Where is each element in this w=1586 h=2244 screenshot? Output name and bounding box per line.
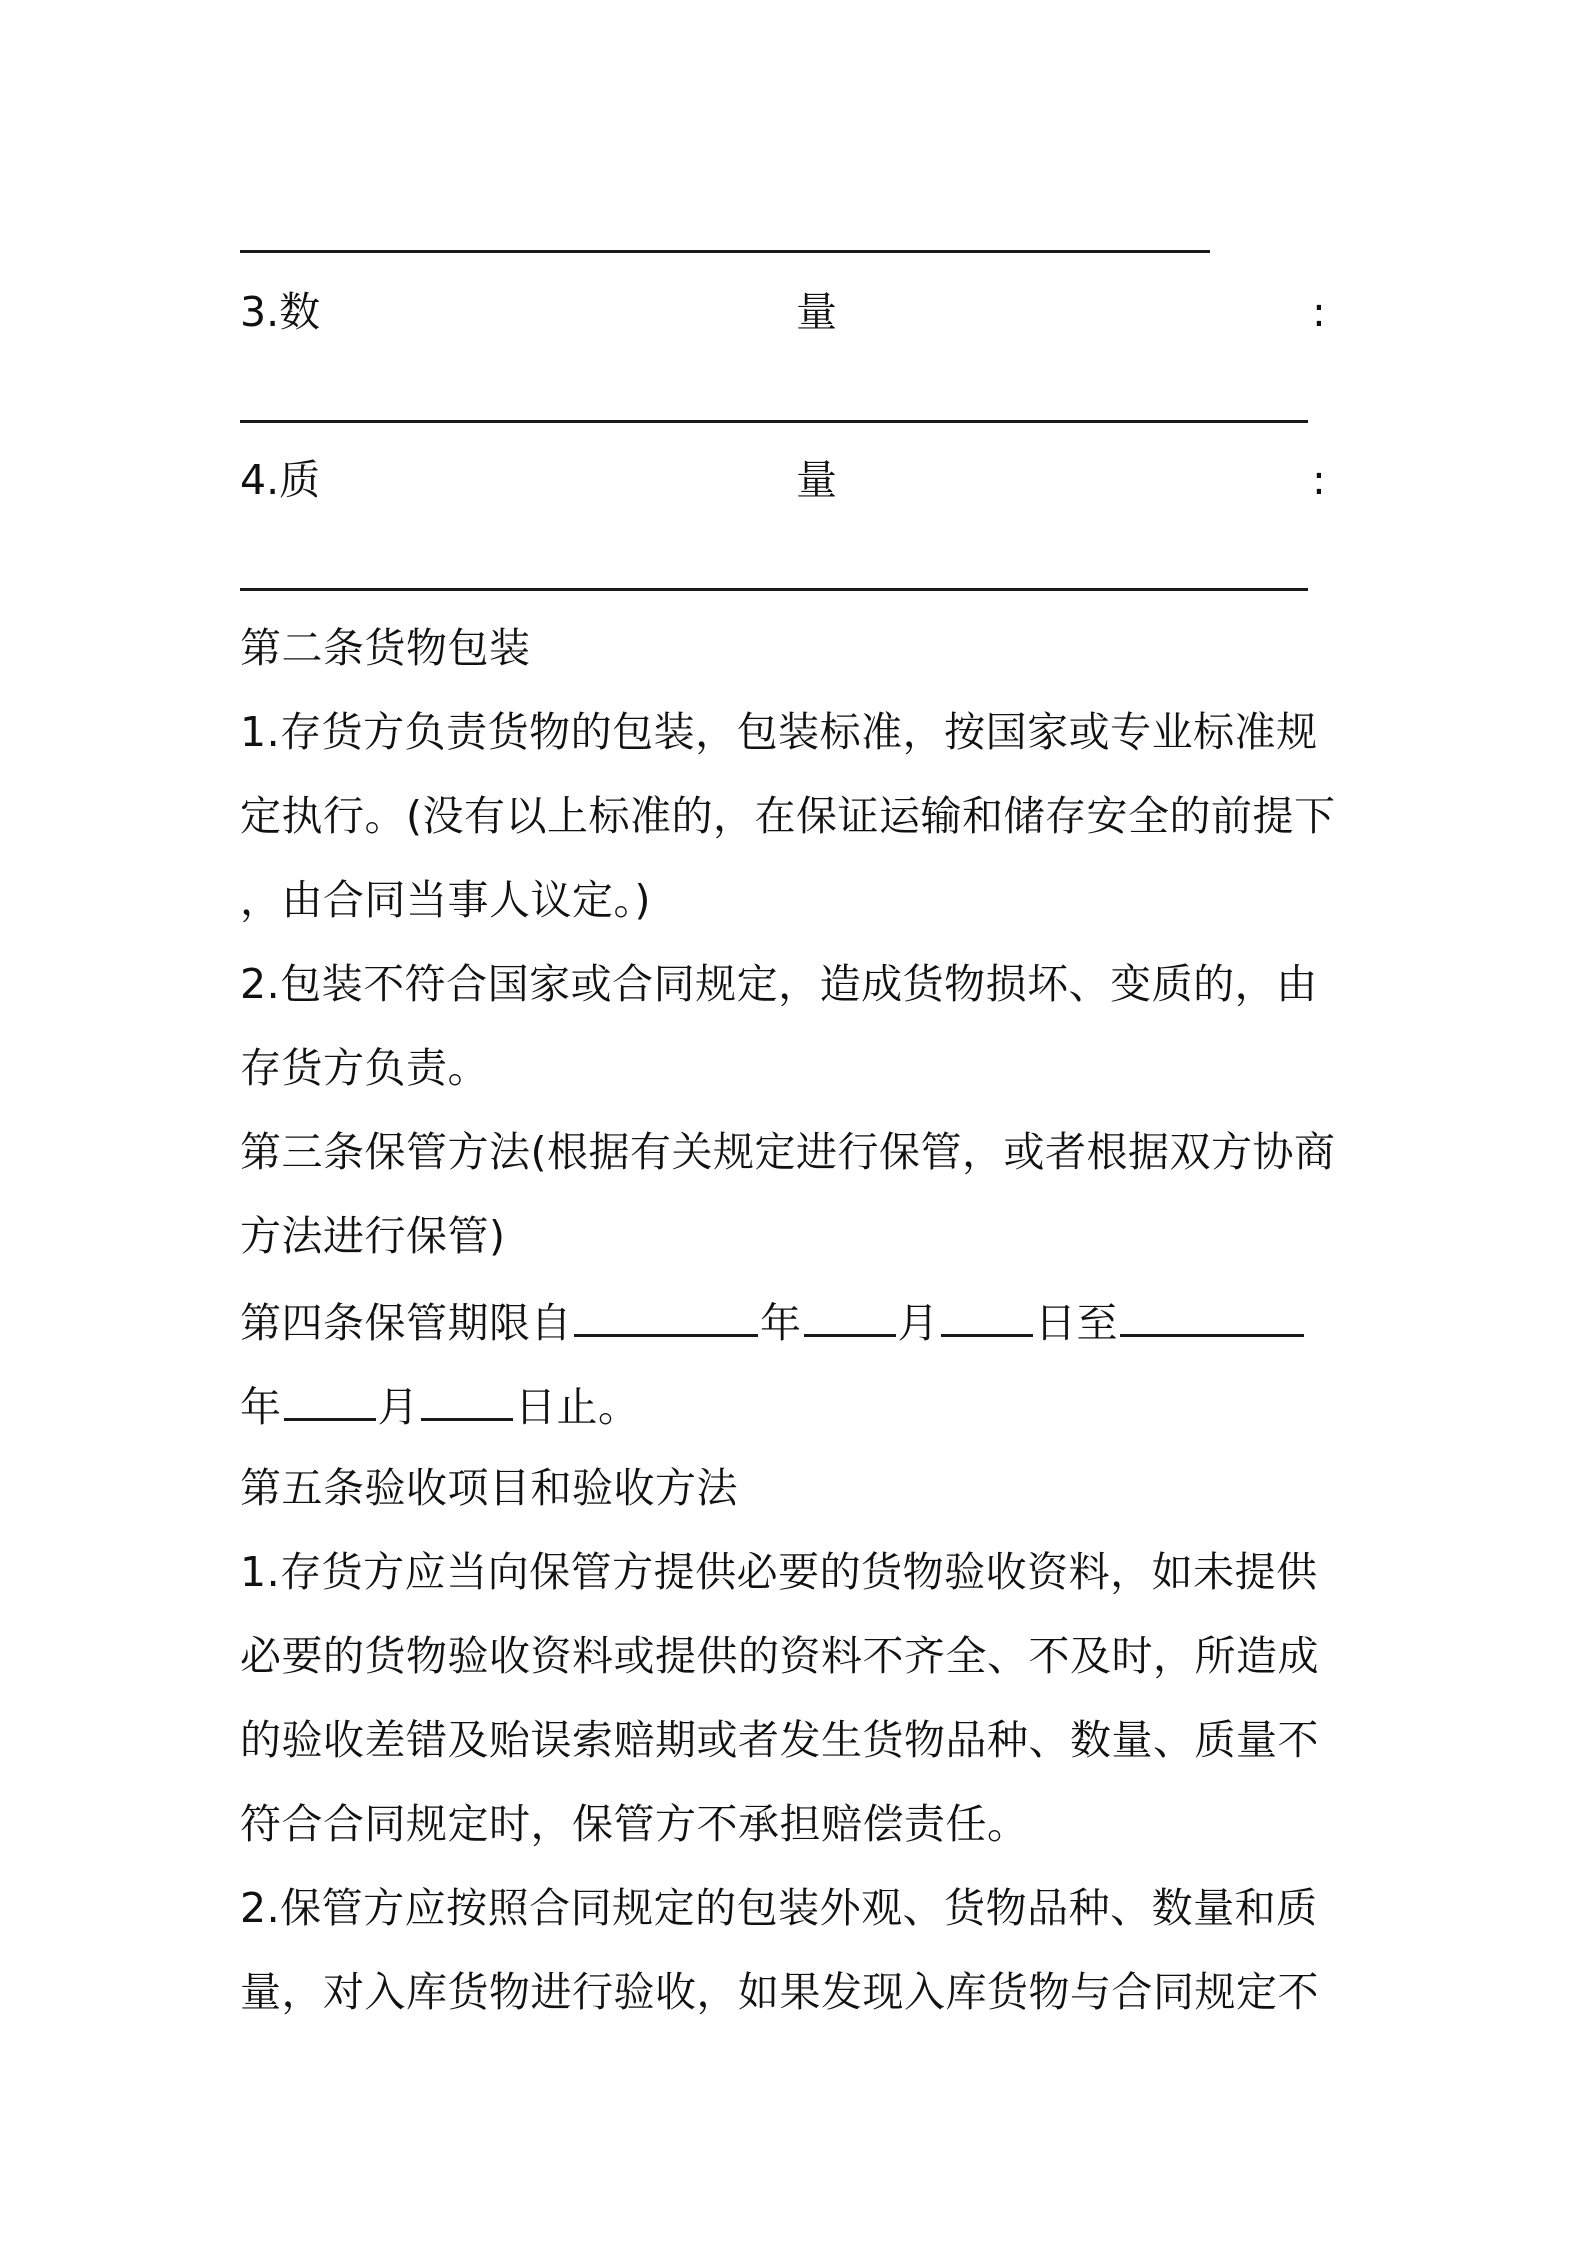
field-quality-label-end: 量 bbox=[796, 456, 837, 504]
blank-end-day bbox=[421, 1374, 513, 1421]
article-2-para-1-line-3: ，由合同当事人议定。) bbox=[240, 876, 651, 924]
field-quality-colon: : bbox=[1312, 456, 1326, 504]
article-4-line-2 bbox=[240, 1374, 1360, 1434]
blank-end-year bbox=[1120, 1290, 1304, 1337]
article-4-day-to-label: 日至 bbox=[1035, 1299, 1118, 1347]
article-2-para-1-line-1: 1.存货方负责货物的包装，包装标准，按国家或专业标准规 bbox=[240, 708, 1318, 756]
blank-line-quality bbox=[240, 588, 1308, 591]
article-3-line-2: 方法进行保管) bbox=[240, 1212, 506, 1260]
article-2-para-2-line-1: 2.包装不符合国家或合同规定，造成货物损坏、变质的，由 bbox=[240, 960, 1318, 1008]
article-5-para-2-line-1: 2.保管方应按照合同规定的包装外观、货物品种、数量和质 bbox=[240, 1884, 1318, 1932]
blank-start-day bbox=[941, 1290, 1033, 1337]
article-4-day-end-label: 日止。 bbox=[515, 1383, 640, 1431]
blank-start-month bbox=[804, 1290, 896, 1337]
article-5-para-1-line-3: 的验收差错及贻误索赔期或者发生货物品种、数量、质量不 bbox=[240, 1716, 1319, 1764]
article-4-line-1 bbox=[240, 1290, 1360, 1350]
blank-start-year bbox=[574, 1290, 758, 1337]
article-2-title: 第二条货物包装 bbox=[240, 624, 531, 672]
article-5-para-1-line-1: 1.存货方应当向保管方提供必要的货物验收资料，如未提供 bbox=[240, 1548, 1318, 1596]
article-2-para-2-line-2: 存货方负责。 bbox=[240, 1044, 489, 1092]
blank-end-month bbox=[284, 1374, 376, 1421]
article-3-line-1: 第三条保管方法(根据有关规定进行保管，或者根据双方协商 bbox=[240, 1128, 1336, 1176]
article-5-title: 第五条验收项目和验收方法 bbox=[240, 1464, 738, 1512]
article-2-para-1-line-2: 定执行。(没有以上标准的，在保证运输和储存安全的前提下 bbox=[240, 792, 1336, 840]
article-5-para-2-line-2: 量，对入库货物进行验收，如果发现入库货物与合同规定不 bbox=[240, 1968, 1319, 2016]
article-5-para-1-line-4: 符合合同规定时，保管方不承担赔偿责任。 bbox=[240, 1800, 1029, 1848]
article-5-para-1-line-2: 必要的货物验收资料或提供的资料不齐全、不及时，所造成 bbox=[240, 1632, 1319, 1680]
field-quality bbox=[240, 450, 1340, 510]
field-quantity-colon: : bbox=[1312, 288, 1326, 336]
field-quantity bbox=[240, 282, 1340, 342]
article-4-prefix: 第四条保管期限自 bbox=[240, 1299, 572, 1347]
field-quality-label: 4.质 bbox=[240, 456, 321, 504]
article-4-month2-label: 月 bbox=[377, 1383, 419, 1431]
article-4-year2-label: 年 bbox=[240, 1383, 282, 1431]
article-4-year-label: 年 bbox=[760, 1299, 802, 1347]
blank-line-top bbox=[240, 250, 1210, 253]
article-4-month-label: 月 bbox=[897, 1299, 939, 1347]
blank-line-quantity bbox=[240, 420, 1308, 423]
field-quantity-label: 3.数 bbox=[240, 288, 321, 336]
field-quantity-label-end: 量 bbox=[796, 288, 837, 336]
